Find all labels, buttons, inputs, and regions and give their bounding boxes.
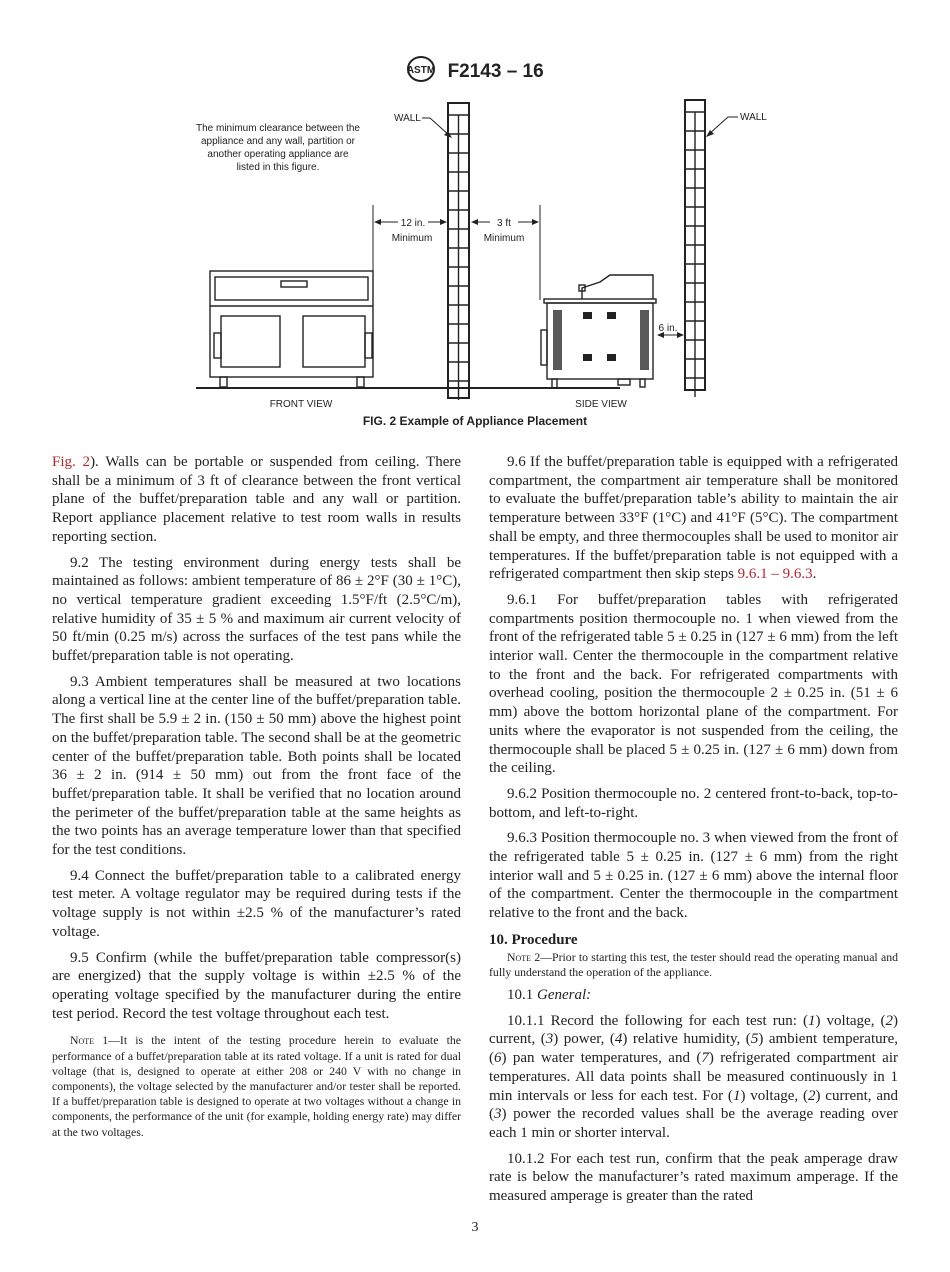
figure-caption: FIG. 2 Example of Appliance Placement: [362, 414, 588, 428]
body-paragraph: [489, 829, 898, 923]
text-run: 9.6 If the buffet/preparation table is equipped with a refrigerated compartment, the compartment air temperature shall be monitored to evaluate the buffet/preparation table’s ability to maintain the air temperature between 33°F (1°C) and 41°F (5°C). The compartment shall be empty, and three thermocouples shall be used to monitor air temperatures. If the buffet/preparation table is not equipped with a refrigerated compartment then skip steps: [489, 454, 898, 583]
dimension-front-sub: Minimum: [391, 233, 433, 244]
body-paragraph: [52, 453, 461, 547]
text-run: 2: [885, 1012, 894, 1029]
text-run: Note: [507, 949, 532, 964]
body-paragraph: [52, 867, 461, 942]
note-paragraph: [52, 1033, 461, 1139]
text-run: ) power the recorded values shall be the average reading over each 1 min or shorter interval.: [489, 1106, 898, 1141]
text-run: 1: [807, 1012, 816, 1029]
text-run: 2—Prior to starting this test, the tester should read the operating manual and fully understand the operation of the appliance.: [489, 949, 898, 979]
text-run: 9.5 Confirm (while the buffet/preparation table compressor(s) are energized) that the supply voltage is within ±2.5 % of the operating voltage specified by the manufacturer during the entire test period. Record the test voltage throughout each test.: [52, 949, 461, 1022]
figure-note-line: another operating appliance are: [207, 149, 349, 160]
wall-label-right: WALL: [740, 112, 767, 123]
cross-reference-link[interactable]: 9.6.1 – 9.6.3: [737, 566, 813, 583]
text-run: ) pan water temperatures, and (: [501, 1050, 702, 1067]
text-run: ) refrigerated compartment air temperatures. All data points shall be measured continuously in 1 min intervals or less for each test. For (: [489, 1050, 898, 1104]
text-run: ) voltage, (: [815, 1012, 886, 1029]
svg-text:ASTM: ASTM: [407, 65, 436, 76]
text-run: 2: [807, 1087, 816, 1104]
wall-left: [448, 103, 469, 400]
appliance-placement-figure: [0, 90, 950, 415]
cross-reference-link[interactable]: Fig. 2: [52, 454, 91, 470]
text-run: ) relative humidity, (: [622, 1031, 751, 1048]
wall-label-left: WALL: [394, 113, 421, 124]
body-paragraph: [52, 554, 461, 666]
text-run: 6: [494, 1050, 502, 1067]
section-heading: [489, 931, 898, 950]
text-run: ). Walls can be portable or suspended from ceiling. There shall be a minimum of 3 ft of clearance between the front vertical plane of the buffet/preparation table and any wall or partition. Report appliance placement relative to test room walls in results reporting section.: [52, 454, 461, 545]
page-number: 3: [471, 1220, 479, 1235]
text-run: 5: [750, 1031, 759, 1048]
text-run: 3: [545, 1031, 554, 1048]
text-run: Note: [70, 1033, 95, 1048]
text-run: 10.1: [507, 986, 537, 1003]
figure-note-line: The minimum clearance between the: [196, 123, 360, 134]
right-column: [489, 453, 898, 1213]
designation: F2143 – 16: [447, 61, 544, 82]
text-run: 1—It is the intent of the testing procedure herein to evaluate the performance of a buffet/preparation table at its rated voltage. If a unit is rated for dual voltage (that is, designed to operate at either 208 or 240 V with no change in components), the voltage selected by the manufacturer and/or tester shall be reported. If a buffet/preparation table is designed to operate at two voltages without a change in components, the performance of the unit (for example, holding energy rate) may differ at the two voltages.: [52, 1033, 461, 1139]
body-paragraph: [489, 453, 898, 584]
dimension-front: 12 in.: [400, 218, 426, 229]
text-run: 9.3 Ambient temperatures shall be measured at two locations along a vertical line at the center line of the buffet/preparation table. The first shall be 5.9 ± 2 in. (150 ± 50 mm) above the highest point on the buffet/preparation table. The second shall be at the geometric center of the buffet/preparation table. Both points shall be located 36 ± 2 in. (914 ± 50 mm) out from the front face of the buffet/preparation table. It shall be verified that no location around the perimeter of the buffet/preparation table at the same heights as the two points has an average temperature lower than that specified for the test conditions.: [52, 673, 461, 859]
page-header: [0, 56, 950, 88]
body-paragraph: [489, 1012, 898, 1143]
text-run: 4: [614, 1031, 623, 1048]
text-run: .: [812, 566, 817, 583]
body-paragraph: [52, 949, 461, 1024]
text-run: ) current, and (: [489, 1087, 899, 1123]
text-run: ) ambient temperature, (: [489, 1031, 899, 1067]
text-run: 7: [701, 1050, 709, 1067]
dimension-back: 6 in.: [658, 323, 678, 334]
text-run: 10.1.2 For each test run, confirm that the peak amperage draw rate is below the manufacturer’s rated maximum amperage. If the measured amperage is greater than the rated: [489, 1150, 898, 1205]
dimension-side: 3 ft: [497, 218, 511, 229]
left-column: [52, 453, 461, 1146]
text-run: ) voltage, (: [740, 1087, 808, 1104]
figure-note-line: appliance and any wall, partition or: [201, 136, 355, 147]
dimension-side-sub: Minimum: [483, 233, 525, 244]
text-run: 9.6.3 Position thermocouple no. 3 when viewed from the front of the refrigerated table 5 ± 0.25 in. (127 ± 6 mm) from the right interior wall and 5 ± 0.25 in. (127 ± 6 mm) above the internal floor of the compartment. Center the thermocouple in the compartment relative to the front and the back.: [489, 830, 898, 922]
text-run: 9.6.2 Position thermocouple no. 2 centered front-to-back, top-to-bottom, and left-to-right.: [489, 785, 898, 821]
side-view-label: SIDE VIEW: [575, 399, 627, 410]
astm-logo: [406, 56, 436, 88]
note-paragraph: [489, 950, 898, 980]
text-run: 10.1.1 Record the following for each test run: (: [507, 1012, 808, 1029]
body-paragraph: [489, 1150, 898, 1206]
text-run: ) current, (: [489, 1012, 899, 1048]
body-paragraph: [489, 986, 898, 1005]
text-run: 10. Procedure: [489, 931, 578, 948]
wall-right: [685, 100, 705, 397]
side-view-appliance: [541, 275, 656, 388]
body-paragraph: [52, 673, 461, 860]
text-run: ) power, (: [553, 1031, 615, 1048]
text-run: 1: [732, 1087, 741, 1104]
figure-note-line: listed in this figure.: [236, 162, 320, 173]
text-run: 9.2 The testing environment during energy tests shall be maintained as follows: ambient temperature of 86 ± 2°F (30 ± 1°C), no vertical temperature gradient exceeding 1.5°F/ft (2.5°C/m), relative humidity of 35 ± 5 % and maximum air current velocity of 50 ft/min (0.25 m/s) across the surfaces of the test pans while the buffet/preparation table is not operating.: [52, 554, 461, 665]
text-run: 3: [494, 1106, 502, 1123]
front-view-cabinet: [210, 271, 373, 387]
text-run: 9.6.1 For buffet/preparation tables with refrigerated compartments position thermocouple no. 1 when viewed from the front of the refrigerated table 5 ± 0.25 in (127 ± 6 mm) from the left interior wall. Center the thermocouple in the compartment relative to the front and the back. For refrigerated compartments with overhead cooling, position the thermocouple 2 ± 0.25 in. (51 ± 6 mm) above the bottom horizontal plane of the compartment. For units where the evaporator is not suspended from the ceiling, the thermocouple shall be placed 5 ± 0.25 in. (127 ± 6 mm) down from the ceiling.: [489, 591, 898, 777]
body-paragraph: [489, 785, 898, 822]
text-run: 9.4 Connect the buffet/preparation table to a calibrated energy test meter. A voltage regulator may be required during tests if the voltage supply is not within ±2.5 % of the manufacturer’s rated voltage.: [52, 867, 461, 940]
text-run: General:: [537, 986, 592, 1003]
front-view-label: FRONT VIEW: [269, 399, 333, 410]
body-paragraph: [489, 591, 898, 778]
